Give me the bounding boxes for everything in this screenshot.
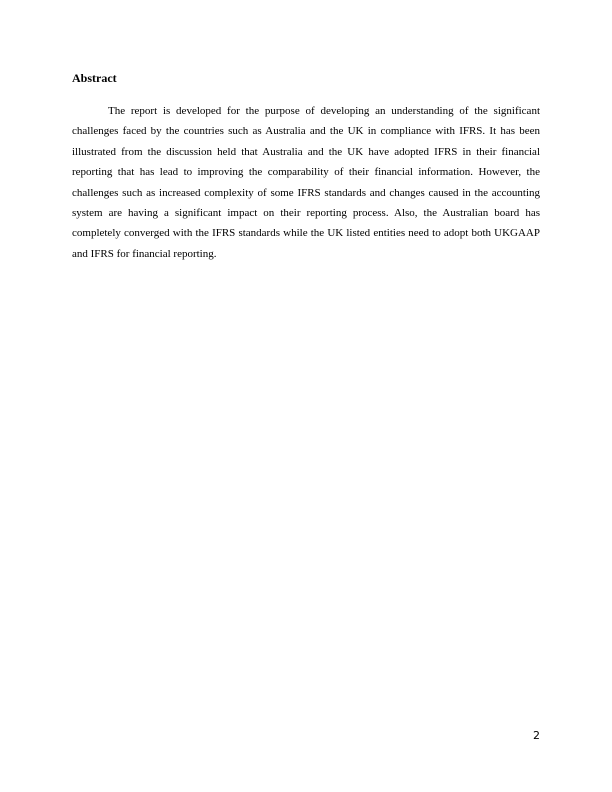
abstract-paragraph: The report is developed for the purpose of developing an understanding of the significant challenges faced by the countries such as Australia and the UK in compliance with IFRS. It has been illustrated from the discussion held that Australia and the UK have adopted IFRS in their financial reporting that has lead to improving the comparability of their financial information. However, the challenges such as increased complexity of some IFRS standards and changes caused in the accounting system are having a significant impact on their reporting process. Also, the Australian board has completely converged with the IFRS standards while the UK listed entities need to adopt both UKGAAP and IFRS for financial reporting.	[72, 105, 540, 260]
abstract-heading: Abstract	[72, 71, 117, 85]
page-number: 2	[533, 729, 540, 742]
